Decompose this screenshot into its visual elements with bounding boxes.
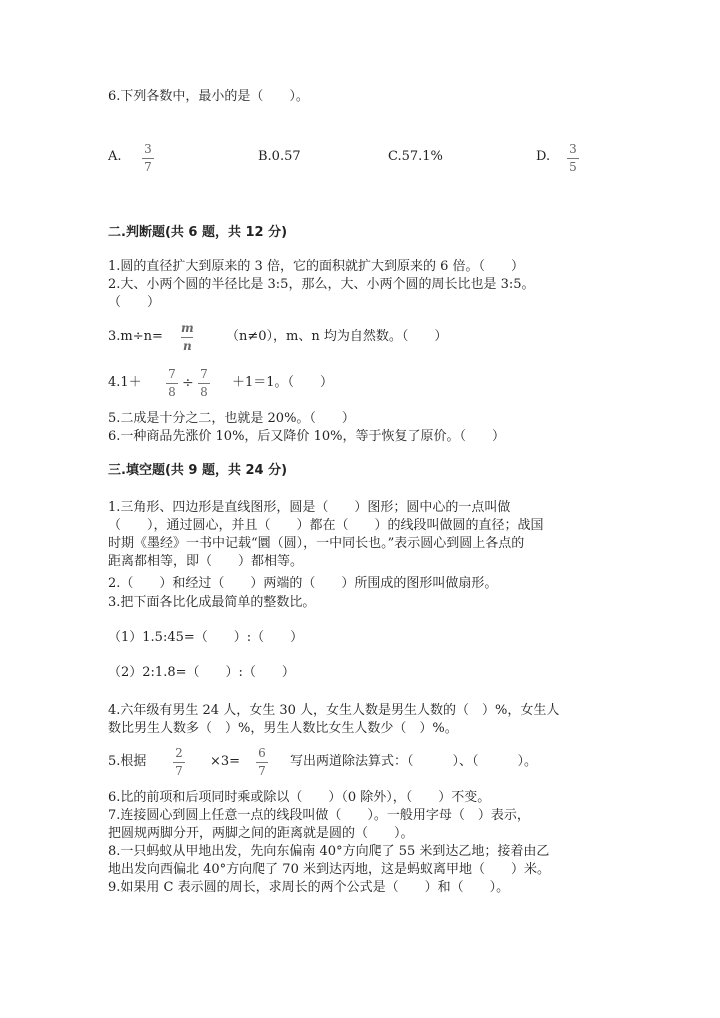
fraction-bar — [567, 158, 579, 159]
fill-item-4-line-2: 数比男生人数多（ ）%，男生人数比女生人数少（ ）%。 — [108, 721, 458, 736]
q6-option-c: C.57.1% — [388, 149, 443, 164]
fill-item-9: 9.如果用 C 表示圆的周长，求周长的两个公式是（ ）和（ ）。 — [108, 880, 510, 895]
fraction-numerator: 2 — [175, 746, 183, 760]
fraction-bar — [181, 337, 193, 338]
fill-item-4-line-1: 4.六年级有男生 24 人，女生 30 人，女生人数是男生人数的（ ）%，女生人 — [108, 703, 560, 718]
fill-item-1-line-4: 距离都相等，即（ ）都相等。 — [108, 554, 304, 569]
judge-item-1: 1.圆的直径扩大到原来的 3 倍，它的面积就扩大到原来的 6 倍。（ ） — [108, 259, 524, 274]
q6-stem: 6.下列各数中，最小的是（ ）。 — [108, 89, 309, 104]
fill-item-8-line-2: 地出发向西偏北 40°方向爬了 70 米到达丙地，这是蚂蚁离甲地（ ）米。 — [108, 862, 550, 877]
q6-option-d-denominator: 5 — [569, 160, 577, 174]
q6-option-a-denominator: 7 — [144, 160, 152, 174]
judge-item-3-suffix: （n≠0），m、n 均为自然数。（ ） — [226, 329, 448, 344]
fraction-bar — [198, 383, 210, 384]
fraction-numerator: 7 — [168, 367, 176, 381]
q6-option-d-label: D. — [536, 149, 551, 164]
judge-item-6: 6.一种商品先涨价 10%，后又降价 10%，等于恢复了原价。（ ） — [108, 429, 505, 444]
fill-item-5-fraction-b — [256, 747, 268, 778]
q6-option-a-fraction — [142, 143, 154, 174]
fraction-denominator: 8 — [200, 385, 208, 399]
fill-item-1-line-1: 1.三角形、四边形是直线图形，圆是（ ）图形；圆中心的一点叫做 — [108, 500, 511, 515]
fraction-denominator: n — [182, 339, 192, 353]
fraction-numerator: 7 — [200, 367, 208, 381]
fraction-numerator: 6 — [258, 746, 266, 760]
judge-item-4-suffix: ＋1＝1。（ ） — [232, 375, 334, 390]
fraction-numerator: m — [181, 321, 194, 335]
fill-item-7-line-1: 7.连接圆心到圆上任意一点的线段叫做（ ）。一般用字母（ ）表示， — [108, 808, 530, 823]
fill-item-5-fraction-a — [173, 747, 185, 778]
fill-item-7-line-2: 把圆规两脚分开，两脚之间的距离就是圆的（ ）。 — [108, 826, 414, 841]
fraction-bar — [142, 158, 154, 159]
fill-item-3-sub-1: （1）1.5:45=（ ）:（ ） — [108, 630, 304, 645]
q6-option-b: B.0.57 — [258, 149, 301, 164]
division-sign: ÷ — [182, 375, 194, 391]
judge-item-4-fraction-b — [198, 368, 210, 399]
fill-item-5-prefix: 5.根据 — [108, 754, 147, 769]
fraction-bar — [173, 762, 185, 763]
fill-item-6: 6.比的前项和后项同时乘或除以（ ）（0 除外），（ ）不变。 — [108, 790, 491, 805]
section3-title: 三.填空题(共 9 题，共 24 分) — [108, 463, 288, 478]
judge-item-2-bracket: （ ） — [108, 295, 161, 310]
judge-item-3-fraction — [181, 322, 194, 353]
judge-item-3-prefix: 3.m÷n= — [108, 329, 163, 344]
q6-option-a-numerator: 3 — [144, 142, 152, 156]
fill-item-2: 2.（ ）和经过（ ）两端的（ ）所围成的图形叫做扇形。 — [108, 576, 498, 591]
fill-item-5-suffix: 写出两道除法算式：（ ）、（ ）。 — [290, 754, 538, 769]
fraction-denominator: 7 — [175, 764, 183, 778]
fraction-denominator: 7 — [258, 764, 266, 778]
fill-item-3-sub-2: （2）2:1.8=（ ）:（ ） — [108, 665, 295, 680]
fraction-denominator: 8 — [168, 385, 176, 399]
fill-item-3: 3.把下面各比化成最简单的整数比。 — [108, 595, 316, 610]
section2-title: 二.判断题(共 6 题，共 12 分) — [108, 225, 288, 240]
fill-item-5-times: ×3= — [210, 754, 241, 769]
fill-item-8-line-1: 8.一只蚂蚁从甲地出发，先向东偏南 40°方向爬了 55 米到达乙地；接着由乙 — [108, 844, 550, 859]
judge-item-4-fraction-a — [166, 368, 178, 399]
judge-item-5: 5.二成是十分之二，也就是 20%。（ ） — [108, 411, 355, 426]
q6-option-d-fraction — [567, 143, 579, 174]
q6-option-d-numerator: 3 — [569, 142, 577, 156]
judge-item-2: 2.大、小两个圆的半径比是 3:5，那么，大、小两个圆的周长比也是 3:5。 — [108, 277, 535, 292]
fill-item-1-line-2: （ ），通过圆心，并且（ ）都在（ ）的线段叫做圆的直径；战国 — [108, 518, 544, 533]
fraction-bar — [256, 762, 268, 763]
fill-item-1-line-3: 时期《墨经》一书中记载“圜（圆），一中同长也。”表示圆心到圆上各点的 — [108, 536, 525, 551]
judge-item-4-prefix: 4.1＋ — [108, 375, 142, 390]
fraction-bar — [166, 383, 178, 384]
q6-option-a-label: A. — [108, 149, 122, 164]
